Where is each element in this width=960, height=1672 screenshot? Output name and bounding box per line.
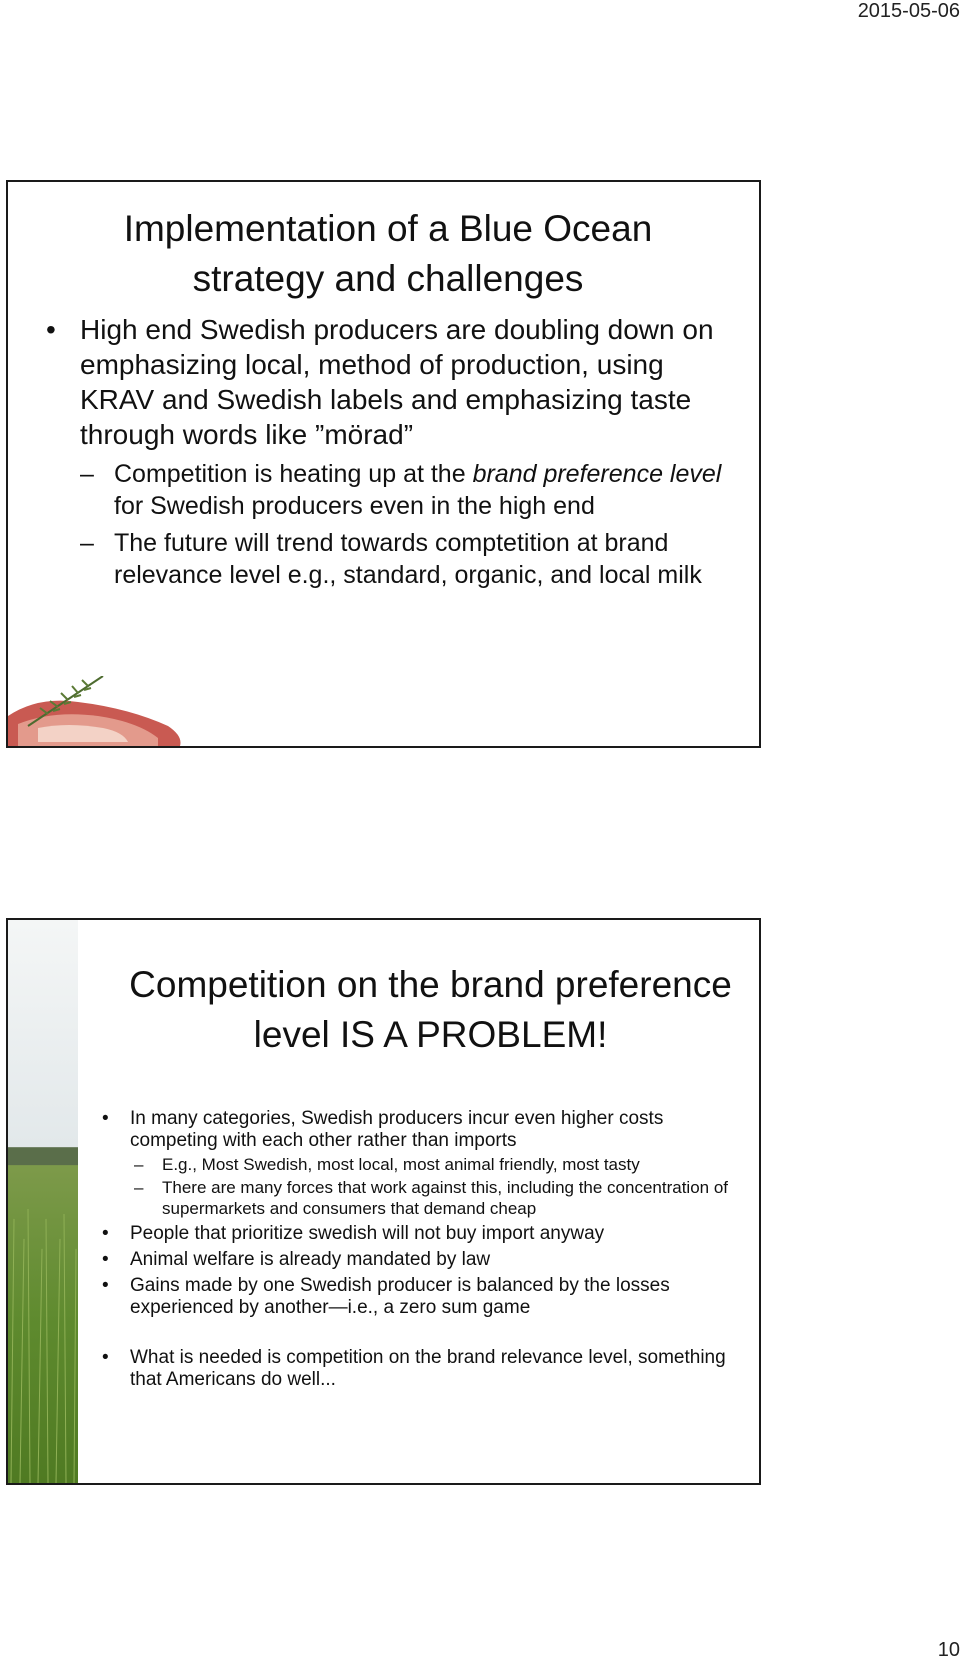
slide-1-title xyxy=(38,204,738,304)
dash-icon: – xyxy=(80,529,94,557)
bullet-dot-icon: • xyxy=(102,1249,109,1270)
header-date: 2015-05-06 xyxy=(857,0,960,22)
meat-photo-image xyxy=(8,676,188,746)
slide-1-title-line-2: strategy and challenges xyxy=(192,258,584,299)
bullet-dot-icon: • xyxy=(102,1347,109,1368)
sub-bullet-item xyxy=(80,458,736,522)
slide-2-title xyxy=(98,960,761,1060)
sub-bullet-item xyxy=(130,1177,748,1219)
sub-bullet-text: The future will trend towards comptetition at brand relevance level e.g., standard, organic, and local milk xyxy=(114,529,702,589)
slide-2-bullet-list xyxy=(98,1108,748,1395)
bullet-text: High end Swedish producers are doubling down on emphasizing local, method of production, using KRAV and Swedish labels and emphasizing taste through words like ”mörad” xyxy=(80,314,714,450)
bullet-dot-icon: • xyxy=(102,1108,109,1129)
bullet-text: Animal welfare is already mandated by law xyxy=(130,1249,491,1270)
sub-bullet-text-after: for Swedish producers even in the high end xyxy=(114,492,595,520)
sub-bullet-text-before: Competition is heating up at the xyxy=(114,460,473,488)
bullet-dot-icon: • xyxy=(102,1223,109,1244)
bullet-item xyxy=(98,1223,748,1245)
bullet-text: People that prioritize swedish will not buy import anyway xyxy=(130,1223,605,1244)
bullet-dot-icon: • xyxy=(102,1275,109,1296)
sub-bullet-text: E.g., Most Swedish, most local, most animal friendly, most tasty xyxy=(162,1155,640,1174)
slide-2 xyxy=(6,918,761,1485)
sub-bullet-item xyxy=(130,1154,748,1175)
sub-bullet-list xyxy=(130,1154,748,1219)
bullet-text: Gains made by one Swedish producer is balanced by the losses experienced by another—i.e., a zero sum game xyxy=(130,1275,670,1318)
bullet-text: What is needed is competition on the brand relevance level, something that Americans do well... xyxy=(130,1347,726,1390)
page-number: 10 xyxy=(937,1639,960,1661)
sub-bullet-list xyxy=(80,458,736,591)
bullet-dot-icon: • xyxy=(46,314,56,345)
bullet-item xyxy=(98,1249,748,1271)
bullet-item xyxy=(98,1347,748,1391)
bullet-item xyxy=(98,1275,748,1319)
dash-icon: – xyxy=(80,460,94,488)
bullet-item xyxy=(98,1108,748,1219)
slide-1-title-line-1: Implementation of a Blue Ocean xyxy=(123,208,653,249)
slide-2-title-line-2: level IS A PROBLEM! xyxy=(253,1014,608,1055)
sub-bullet-item xyxy=(80,527,736,591)
slide-2-title-line-1: Competition on the brand preference xyxy=(129,964,732,1005)
slide-1 xyxy=(6,180,761,748)
slide-1-bullet-list xyxy=(46,312,736,596)
bullet-item xyxy=(46,312,736,591)
sub-bullet-text: There are many forces that work against this, including the concentration of supermarkets and consumers that demand cheap xyxy=(162,1178,729,1218)
sub-bullet-emphasis: brand preference level xyxy=(472,460,722,488)
bullet-text: In many categories, Swedish producers incur even higher costs competing with each other rather than imports xyxy=(130,1108,664,1151)
grass-field-image xyxy=(8,920,78,1483)
dash-icon: – xyxy=(134,1155,144,1174)
dash-icon: – xyxy=(134,1178,144,1197)
